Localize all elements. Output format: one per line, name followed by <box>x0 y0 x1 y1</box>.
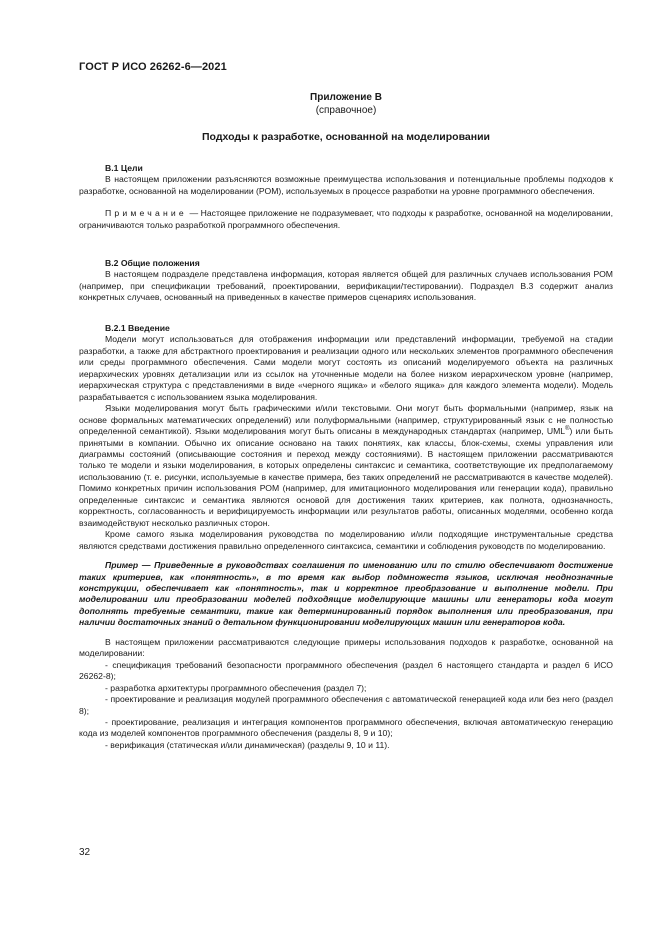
section-b2 <box>79 258 613 304</box>
annex-title: Приложение В <box>310 92 382 103</box>
note-label: Примечание <box>105 208 187 219</box>
section-b1 <box>79 163 613 231</box>
section-heading: В.2 Общие положения <box>105 258 200 268</box>
annex-subtitle: (справочное) <box>315 105 377 116</box>
list-item: - спецификация требований безопасности программного обеспечения (раздел 6 настоящего стандарта и раздел 6 ИСО 26262-8); <box>79 659 613 682</box>
page-number: 32 <box>79 847 91 858</box>
paragraph: В настоящем приложении разъясняются возможные преимущества использования и потенциальные проблемы подходов к разработке, основанной на моделировании (РОМ), используемых в процессе разработки на уровне программного обеспечения. <box>79 174 613 196</box>
section-heading: В.1 Цели <box>105 163 143 173</box>
example: Пример — Приведенные в руководствах соглашения по именованию или по стилю обеспечивают достижение таких критериев, как «понятность», в то время как выбор подмножеств языков, исключая неоднозначные конструкции, обеспечивает как «понятность», так и корректное преобразование и выполнение модели. При моделировании или преобразовании моделей подходящие моделирующие машины или генераторы кода могут дополнять требуемые семантики, такие как детерминированный порядок выполнения или преобразования, при наличии достаточных знаний о детальном функционировании моделирующих машин или генераторов кода. <box>79 560 613 628</box>
note <box>79 208 613 231</box>
paragraph: Кроме самого языка моделирования руководства по моделированию и/или подходящие инструментальные средства являются средствами достижения правильно определенного синтаксиса, семантики и соблюдения руководств по моделированию. <box>79 529 613 551</box>
standard-header: ГОСТ Р ИСО 26262-6—2021 <box>79 61 227 73</box>
paragraph: В настоящем подразделе представлена информация, которая является общей для различных случаев использования РОМ (например, при спецификации требований, проектировании, верификации/тестировании). Подраздел В.3 содержит анализ конкретных случаев, основанный на приведенных в качестве примеров сценариях использования. <box>79 269 613 303</box>
annex-heading: Подходы к разработке, основанной на моделировании <box>202 131 490 143</box>
registered-mark: ® <box>565 426 570 433</box>
paragraph-part: ) или быть принятыми в компании. Обычно их описание основано на таких понятиях, как классы, блок-схемы, схемы управления или диаграммы состояний (описывающие состояния и переход между состояниями). В настоящем приложении рассматриваются только те модели и языки моделирования, в которых определены синтаксис и семантика, соответствующие их предполагаемому использованию (т. е. рисунки, используемые в качестве примера, без таких определений не рассматриваются в качестве моделей). Помимо конкретных причин использования РОМ (например, для имитационного моделирования или генерации кода), правильно определенные синтаксис и семантика являются основой для достижения таких критериев, как полнота, однозначность, корректность, согласованность и верифицируемость информации или результатов работы, описанных моделями, особенно когда взаимодействуют несколько различных сторон. <box>79 426 613 528</box>
list-item: - разработка архитектуры программного обеспечения (раздел 7); <box>105 682 367 693</box>
section-b21 <box>79 323 613 751</box>
list-item: - верификация (статическая и/или динамическая) (разделы 9, 10 и 11). <box>105 739 390 750</box>
list-item: - проектирование, реализация и интеграция компонентов программного обеспечения, включая автоматическую генерацию кода из моделей компонентов программного обеспечения (разделы 8, 9 и 10); <box>79 716 613 739</box>
paragraph: Модели могут использоваться для отображения информации или представлений информации, требуемой на стадии разработки, а также для абстрактного проектирования и реализации одного или нескольких элементов программного обеспечения или среды программного обеспечения. Сами модели могут состоять из описаний моделируемого объекта на различных иерархических уровнях детализации или из ссылок на уточненные модели на более низком иерархическом уровне (например, иерархическая структура с представлениями в виде «черного ящика» и «белого ящика» для каждого элемента модели). Модель разрабатывается с использованием языка моделирования. <box>79 334 613 402</box>
paragraph: В настоящем приложении рассматриваются следующие примеры использования подходов к разработке, основанной на моделировании: <box>79 636 613 659</box>
paragraph-part: Языки моделирования могут быть графическими и/или текстовыми. Они могут быть формальными (например, язык на основе формальных математических определений) или полуформальными (например, структурированный язык с не полностью определенной семантикой). Языки моделирования могут быть описаны в международных стандартах (например, UML <box>79 403 613 437</box>
note-text: — Настоящее приложение не подразумевает, что подходы к разработке, основанной на моделировании, ограничиваются только разработкой программного обеспечения. <box>79 208 613 230</box>
section-heading: В.2.1 Введение <box>105 323 170 333</box>
paragraph <box>79 403 613 529</box>
list-item: - проектирование и реализация модулей программного обеспечения с автоматической генерацией кода или без него (раздел 8); <box>79 694 613 716</box>
